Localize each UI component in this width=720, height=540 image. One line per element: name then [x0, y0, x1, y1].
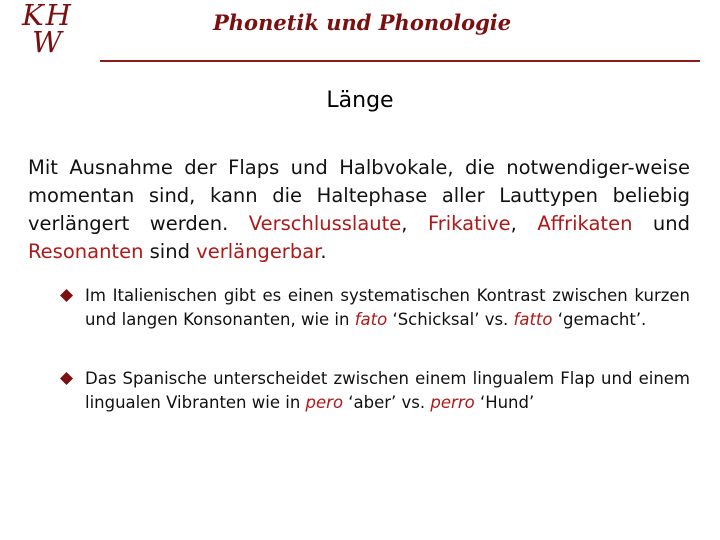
term-affrikaten: Affrikaten: [537, 212, 633, 235]
term-verschlusslaute: Verschlusslaute: [248, 212, 402, 235]
example-fatto: fatto: [513, 310, 553, 329]
bullet-item-spanish: [60, 367, 690, 415]
logo: [22, 2, 92, 62]
diamond-bullet-icon: [60, 289, 73, 302]
slide-title: Länge: [326, 88, 394, 113]
intro-paragraph: [28, 154, 690, 266]
intro-text-6: .: [320, 240, 327, 263]
term-verlaengerbar: verlängerbar: [196, 240, 321, 263]
intro-text-5: sind: [143, 240, 197, 263]
course-title: Phonetik und Phonologie: [213, 10, 512, 35]
bullet-text: [60, 284, 690, 332]
bullet-text-3: ‘Hund’: [474, 393, 535, 412]
example-pero: pero: [305, 393, 344, 412]
term-resonanten: Resonanten: [28, 240, 144, 263]
bullet-text-2: ‘Schicksal’ vs.: [387, 310, 514, 329]
example-perro: perro: [430, 393, 475, 412]
bullet-text-3: ‘gemacht’.: [552, 310, 647, 329]
bullet-text: [60, 367, 690, 415]
bullet-text-1: Das Spanische unterscheidet zwischen einem lingualem Flap und einem lingualen Vibranten wie in: [85, 369, 690, 412]
diamond-bullet-icon: [60, 372, 73, 385]
intro-text-4: und: [632, 212, 690, 235]
bullet-text-1: Im Italienischen gibt es einen systematischen Kontrast zwischen kurzen und langen Konsonanten, wie in: [85, 286, 690, 329]
header-divider: [100, 60, 700, 62]
bullet-text-2: ‘aber’ vs.: [343, 393, 431, 412]
intro-text-2: ,: [401, 212, 428, 235]
slide-title-container: [0, 88, 720, 113]
term-frikative: Frikative: [427, 212, 511, 235]
bullet-item-italian: [60, 284, 690, 332]
example-fato: fato: [354, 310, 388, 329]
intro-text-1: Mit Ausnahme der Flaps und Halbvokale, die notwendiger-weise momentan sind, kann die Haltephase aller Lauttypen beliebig verlängert werden.: [28, 156, 690, 235]
logo-line-2: W: [32, 25, 62, 59]
intro-text-3: ,: [510, 212, 538, 235]
logo-line-1: KH: [22, 0, 73, 32]
